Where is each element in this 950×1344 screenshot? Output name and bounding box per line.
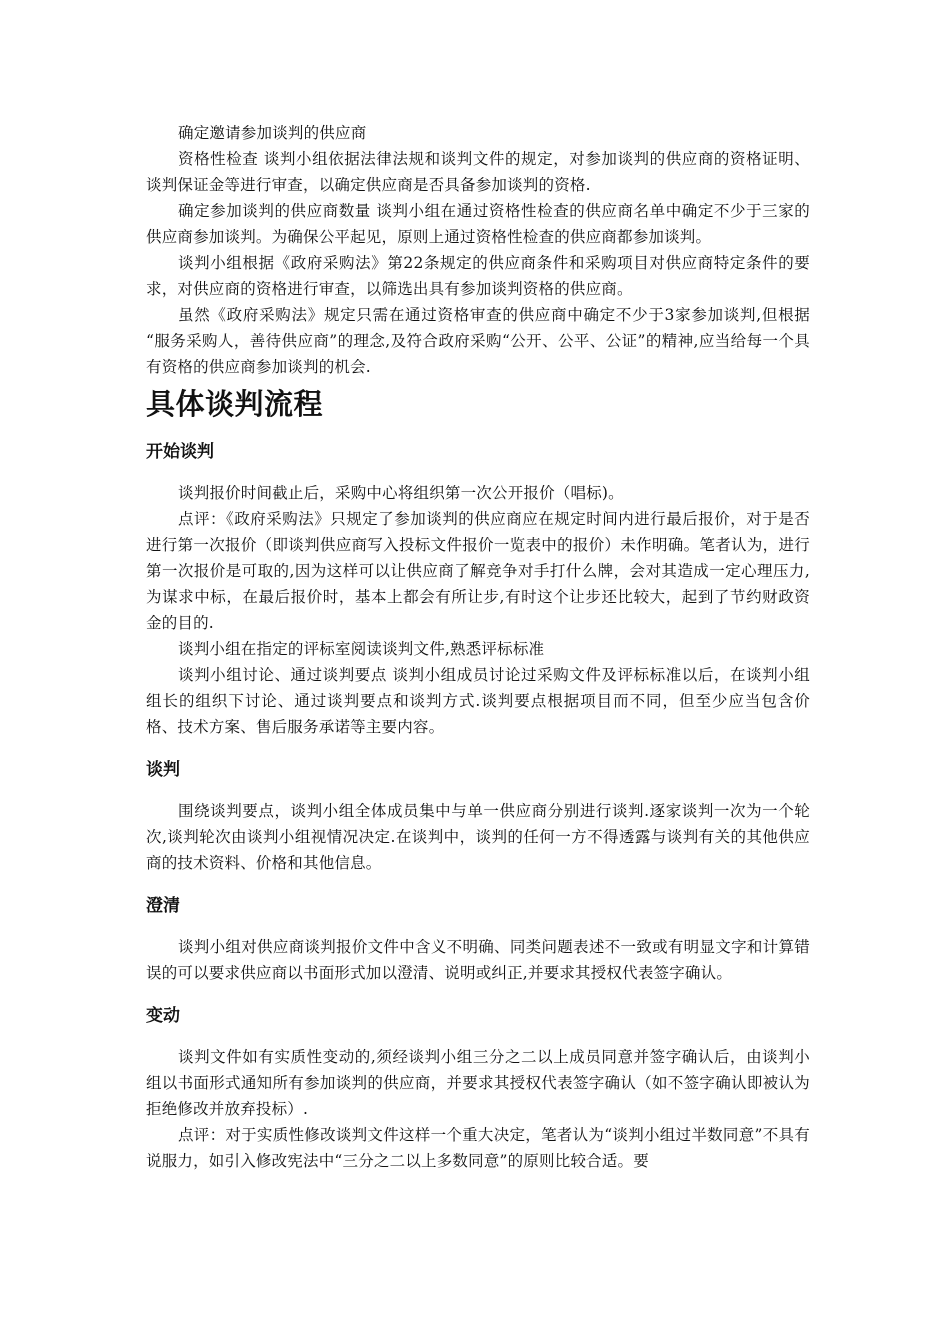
intro-paragraph-1: 确定邀请参加谈判的供应商: [178, 124, 367, 142]
intro-paragraph-5: 虽然《政府采购法》规定只需在通过资格审查的供应商中确定不少于3家参加谈判,但根据 “服务采购人，善待供应商”的理念,及符合政府采购“公开、公平、公证”的精神,应当给每一个具有资格的供应商参加谈判的机会.: [146, 306, 810, 376]
section-negotiation: [146, 758, 810, 876]
intro-paragraph-2: 资格性检查 谈判小组依据法律法规和谈判文件的规定，对参加谈判的供应商的资格证明、谈判保证金等进行审查，以确定供应商是否具备参加谈判的资格.: [146, 150, 810, 194]
section-heading: 谈判: [146, 760, 180, 780]
section-paragraph: 谈判文件如有实质性变动的,须经谈判小组三分之二以上成员同意并签字确认后，由谈判小组以书面形式通知所有参加谈判的供应商，并要求其授权代表签字确认（如不签字确认即被认为拒绝修改并放弃投标）.: [146, 1048, 810, 1118]
section-paragraph: 点评：对于实质性修改谈判文件这样一个重大决定，笔者认为“谈判小组过半数同意”不具有说服力，如引入修改宪法中“三分之二以上多数同意”的原则比较合适。要: [146, 1126, 810, 1170]
section-paragraph: 点评：《政府采购法》只规定了参加谈判的供应商应在规定时间内进行最后报价，对于是否进行第一次报价（即谈判供应商写入投标文件报价一览表中的报价）未作明确。笔者认为，进行第一次报价是可取的,因为这样可以让供应商了解竞争对手打什么牌，会对其造成一定心理压力,为谋求中标，在最后报价时，基本上都会有所让步,有时这个让步还比较大，起到了节约财政资金的目的.: [146, 510, 810, 632]
section-paragraph: 围绕谈判要点，谈判小组全体成员集中与单一供应商分别进行谈判.逐家谈判一次为一个轮次,谈判轮次由谈判小组视情况决定.在谈判中，谈判的任何一方不得透露与谈判有关的其他供应商的技术资料、价格和其他信息。: [146, 802, 810, 872]
section-heading: 开始谈判: [146, 442, 214, 462]
document-page: [146, 120, 810, 1174]
section-paragraph: 谈判报价时间截止后，采购中心将组织第一次公开报价（唱标)。: [178, 484, 624, 502]
section-start-negotiation: [146, 440, 810, 740]
intro-section: [146, 120, 810, 380]
section-heading: 澄清: [146, 896, 180, 916]
intro-paragraph-3: 确定参加谈判的供应商数量 谈判小组在通过资格性检查的供应商名单中确定不少于三家的供应商参加谈判。为确保公平起见，原则上通过资格性检查的供应商都参加谈判。: [146, 202, 810, 246]
intro-paragraph-4: 谈判小组根据《政府采购法》第22条规定的供应商条件和采购项目对供应商特定条件的要求，对供应商的资格进行审查，以筛选出具有参加谈判资格的供应商。: [146, 254, 810, 298]
section-paragraph: 谈判小组对供应商谈判报价文件中含义不明确、同类问题表述不一致或有明显文字和计算错误的可以要求供应商以书面形式加以澄清、说明或纠正,并要求其授权代表签字确认。: [146, 938, 810, 982]
section-paragraph: 谈判小组在指定的评标室阅读谈判文件,熟悉评标标准: [178, 640, 545, 658]
section-changes: [146, 1004, 810, 1174]
section-paragraph: 谈判小组讨论、通过谈判要点 谈判小组成员讨论过采购文件及评标标准以后，在谈判小组组长的组织下讨论、通过谈判要点和谈判方式.谈判要点根据项目而不同，但至少应当包含价格、技术方案、售后服务承诺等主要内容。: [146, 666, 810, 736]
section-clarification: [146, 894, 810, 986]
section-heading: 变动: [146, 1006, 180, 1026]
main-heading: 具体谈判流程: [146, 387, 324, 421]
